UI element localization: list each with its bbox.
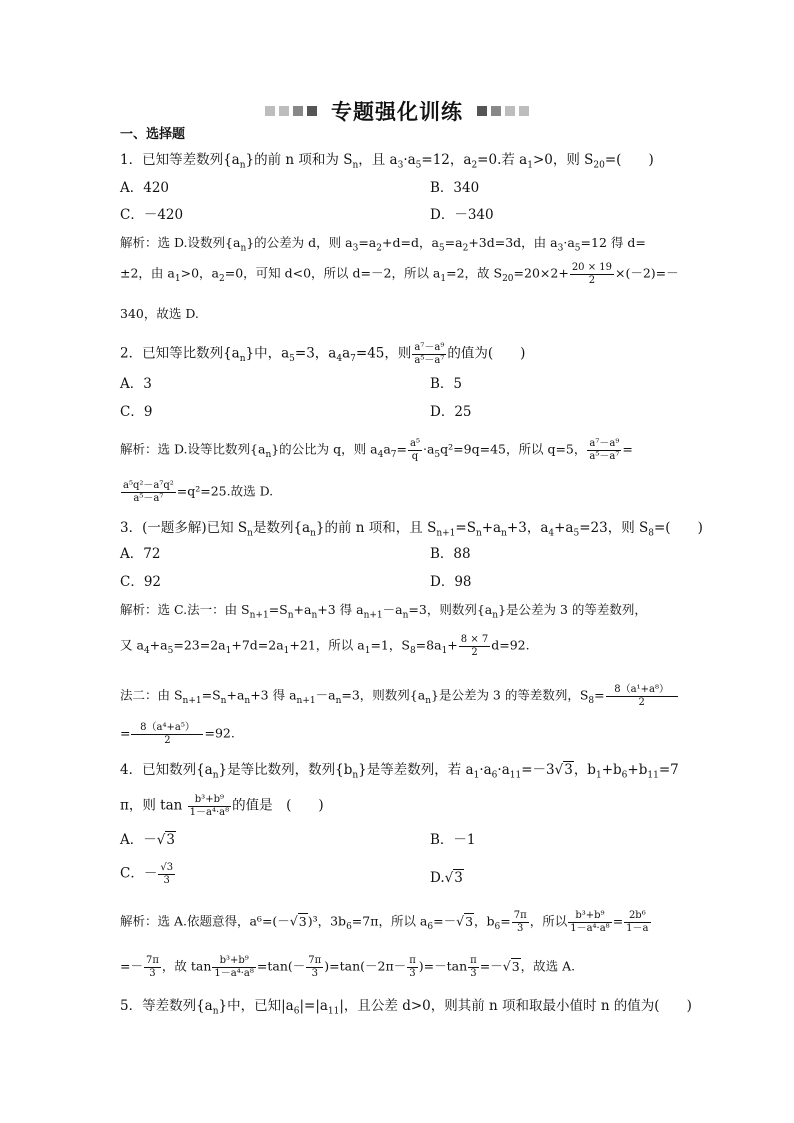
page-title: 专题强化训练 — [331, 100, 463, 124]
option-a: A．72 — [120, 546, 161, 562]
section-heading: 一、选择题 — [120, 127, 186, 142]
option-d: D．98 — [430, 574, 472, 590]
fraction: $\frac{20 \times 19}{2}$ — [571, 262, 612, 286]
fraction: $\frac{\text{b³+b⁹}}{\text{1－a⁴·a⁸}}$ — [214, 955, 254, 979]
fraction: $\frac{7\pi}{3}$ — [513, 910, 527, 934]
solution-4-line-2: =－ $\frac{7\pi}{3}$ ，故 tan $\frac{\text{b³+b⁹}}{\text{1－a⁴·a⁸}}$ =tan(－ $\frac{7\pi}{3}$ )=tan(－2π－ $\frac{\pi}{3}$ )=－tan $\frac{\pi}{3}$ =－√3，故选 A. — [120, 955, 576, 979]
fraction: $\frac{\text{8（a¹+a⁸）}}{2}$ — [606, 684, 678, 708]
option-c: C．9 — [120, 404, 153, 420]
option-b: B．88 — [430, 546, 471, 562]
fraction: $\frac{\text{a⁷－a⁹}}{\text{a⁵－a⁷}}$ — [589, 438, 620, 462]
fraction: $\frac{\pi}{3}$ — [409, 955, 416, 979]
fraction: $\frac{√3}{3}$ — [160, 862, 174, 886]
fraction: $\frac{\text{a⁵}}{q}$ — [410, 438, 420, 462]
option-d: D．－340 — [430, 207, 494, 223]
decor-square — [279, 106, 289, 116]
decor-square — [307, 106, 317, 116]
option-c: C．－ $\frac{√3}{3}$ — [120, 862, 174, 886]
solution-3-line-4: = $\frac{\text{8（a⁴+a⁵）}}{2}$ =92. — [120, 722, 235, 746]
fraction: $\frac{7\pi}{3}$ — [308, 955, 322, 979]
option-a: A．3 — [120, 376, 152, 392]
option-d: D.√3 — [430, 870, 463, 886]
question-4-stem-line-1: 4．已知数列$\{a_n\}$是等比数列，数列$\{b_n\}$是等差数列，若 $a_1\cdot a_6\cdot a_{11}=-3√3$，$b_1+b_6+b_{11}=7$ — [120, 762, 679, 781]
question-5-stem: 5．等差数列$\{a_n\}$中，已知$|a_6|=|a_{11}|$，且公差 d>0，则其前 n 项和取最小值时 n 的值为( ) — [120, 998, 692, 1017]
fraction: $\frac{8 \times 7}{2}$ — [460, 634, 489, 658]
decor-square — [519, 106, 529, 116]
decor-square — [491, 106, 501, 116]
fraction: $\frac{\text{8（a⁴+a⁵）}}{2}$ — [131, 722, 203, 746]
fraction: $\frac{\text{b³+b⁹}}{\text{1－a⁴·a⁸}}$ — [189, 794, 230, 818]
solution-4-line-1: 解析：选 A.依题意得，a⁶=(－√3)³，$3b_6=7\pi$，所以 $a_6=-√3$，$b_6=$ $\frac{7\pi}{3}$ ，所以 $\frac{\text{b³+b⁹}}{\text{1－a⁴·a⁸}}$ = $\frac{\text{2b⁶}}{1-a}$ — [120, 910, 649, 934]
fraction: $\frac{\text{b³+b⁹}}{\text{1－a⁴·a⁸}}$ — [570, 910, 610, 934]
question-4-stem-line-2: π，则 tan $\frac{\text{b³+b⁹}}{\text{1－a⁴·a⁸}}$ 的值是 ( ) — [120, 794, 324, 818]
solution-1-line-2: ±2，由 $a_1>0$，$a_2=0$，可知 d<0，所以 d=－2，所以 $a_1=2$，故 $S_{20}=20\times 2+$ $\frac{20 \times 19}{2}$ ×(－2)=－ — [120, 262, 679, 286]
option-c: C．－420 — [120, 207, 184, 223]
solution-1-line-3: 340，故选 D. — [120, 306, 199, 321]
decor-square — [265, 106, 275, 116]
solution-2-line-1: 解析：选 D.设等比数列$\{a_n\}$的公比为 q，则 $a_4a_7=$ $\frac{\text{a⁵}}{q}$ $\cdot a_5q^2=9q=45$，所以 q=5， $\frac{\text{a⁷－a⁹}}{\text{a⁵－a⁷}}$ = — [120, 438, 633, 462]
solution-3-line-2: 又 $a_4+a_5=23=2a_1+7d=2a_1+21$，所以 $a_1=1$，$S_8=8a_1+$ $\frac{8 \times 7}{2}$ d=92. — [120, 634, 530, 658]
question-2-stem: 2．已知等比数列$\{a_n\}$中，$a_5=3$，$a_4a_7=45$，则 $\frac{\text{a⁷－a⁹}}{\text{a⁵－a⁷}}$ 的值为( ) — [120, 342, 526, 366]
decor-square — [293, 106, 303, 116]
option-b: B．5 — [430, 376, 463, 392]
solution-3-line-3: 法二：由 $S_{n+1}=S_n+a_n+3$ 得 $a_{n+1}-a_n=3$，则数列$\{a_n\}$是公差为 3 的等差数列，$S_8=$ $\frac{\text{8（a¹+a⁸）}}{2}$ — [120, 684, 679, 708]
option-d: D．25 — [430, 404, 472, 420]
decor-square — [477, 106, 487, 116]
option-b: B．－1 — [430, 832, 476, 848]
solution-2-line-2: $\frac{\text{a⁵q²－a⁷q²}}{\text{a⁵－a⁷}}$ =q²=25.故选 D. — [123, 480, 274, 504]
option-a: A．－√3 — [120, 832, 175, 848]
option-a: A．420 — [120, 180, 170, 196]
fraction: $\frac{\text{2b⁶}}{1-a}$ — [626, 910, 649, 934]
fraction: $\frac{7\pi}{3}$ — [145, 955, 159, 979]
fraction: $\frac{\pi}{3}$ — [470, 955, 477, 979]
title-banner — [0, 96, 794, 126]
solution-1-line-1: 解析：选 D.设数列$\{a_n\}$的公差为 d，则 $a_3=a_2+d=d$，$a_5=a_2+3d=3d$，由 $a_3\cdot a_5=12$ 得 d= — [120, 235, 646, 254]
solution-3-line-1: 解析：选 C.法一：由 $S_{n+1}=S_n+a_n+3$ 得 $a_{n+1}-a_n=3$，则数列$\{a_n\}$是公差为 3 的等差数列， — [120, 602, 647, 621]
fraction: $\frac{\text{a⁷－a⁹}}{\text{a⁵－a⁷}}$ — [414, 342, 445, 366]
option-c: C．92 — [120, 574, 162, 590]
option-b: B．340 — [430, 180, 480, 196]
question-3-stem: 3．(一题多解)已知 $S_n$是数列$\{a_n\}$的前 n 项和，且 $S_{n+1}=S_n+a_n+3$，$a_4+a_5=23$，则 $S_8=$( ) — [120, 520, 703, 539]
question-1-stem: 1．已知等差数列$\{a_n\}$的前 n 项和为 $S_n$，且 $a_3\cdot a_5=12$，$a_2=0$.若 $a_1>0$，则 $S_{20}=$( ) — [120, 152, 654, 171]
decor-square — [505, 106, 515, 116]
fraction: $\frac{\text{a⁵q²－a⁷q²}}{\text{a⁵－a⁷}}$ — [123, 480, 174, 504]
